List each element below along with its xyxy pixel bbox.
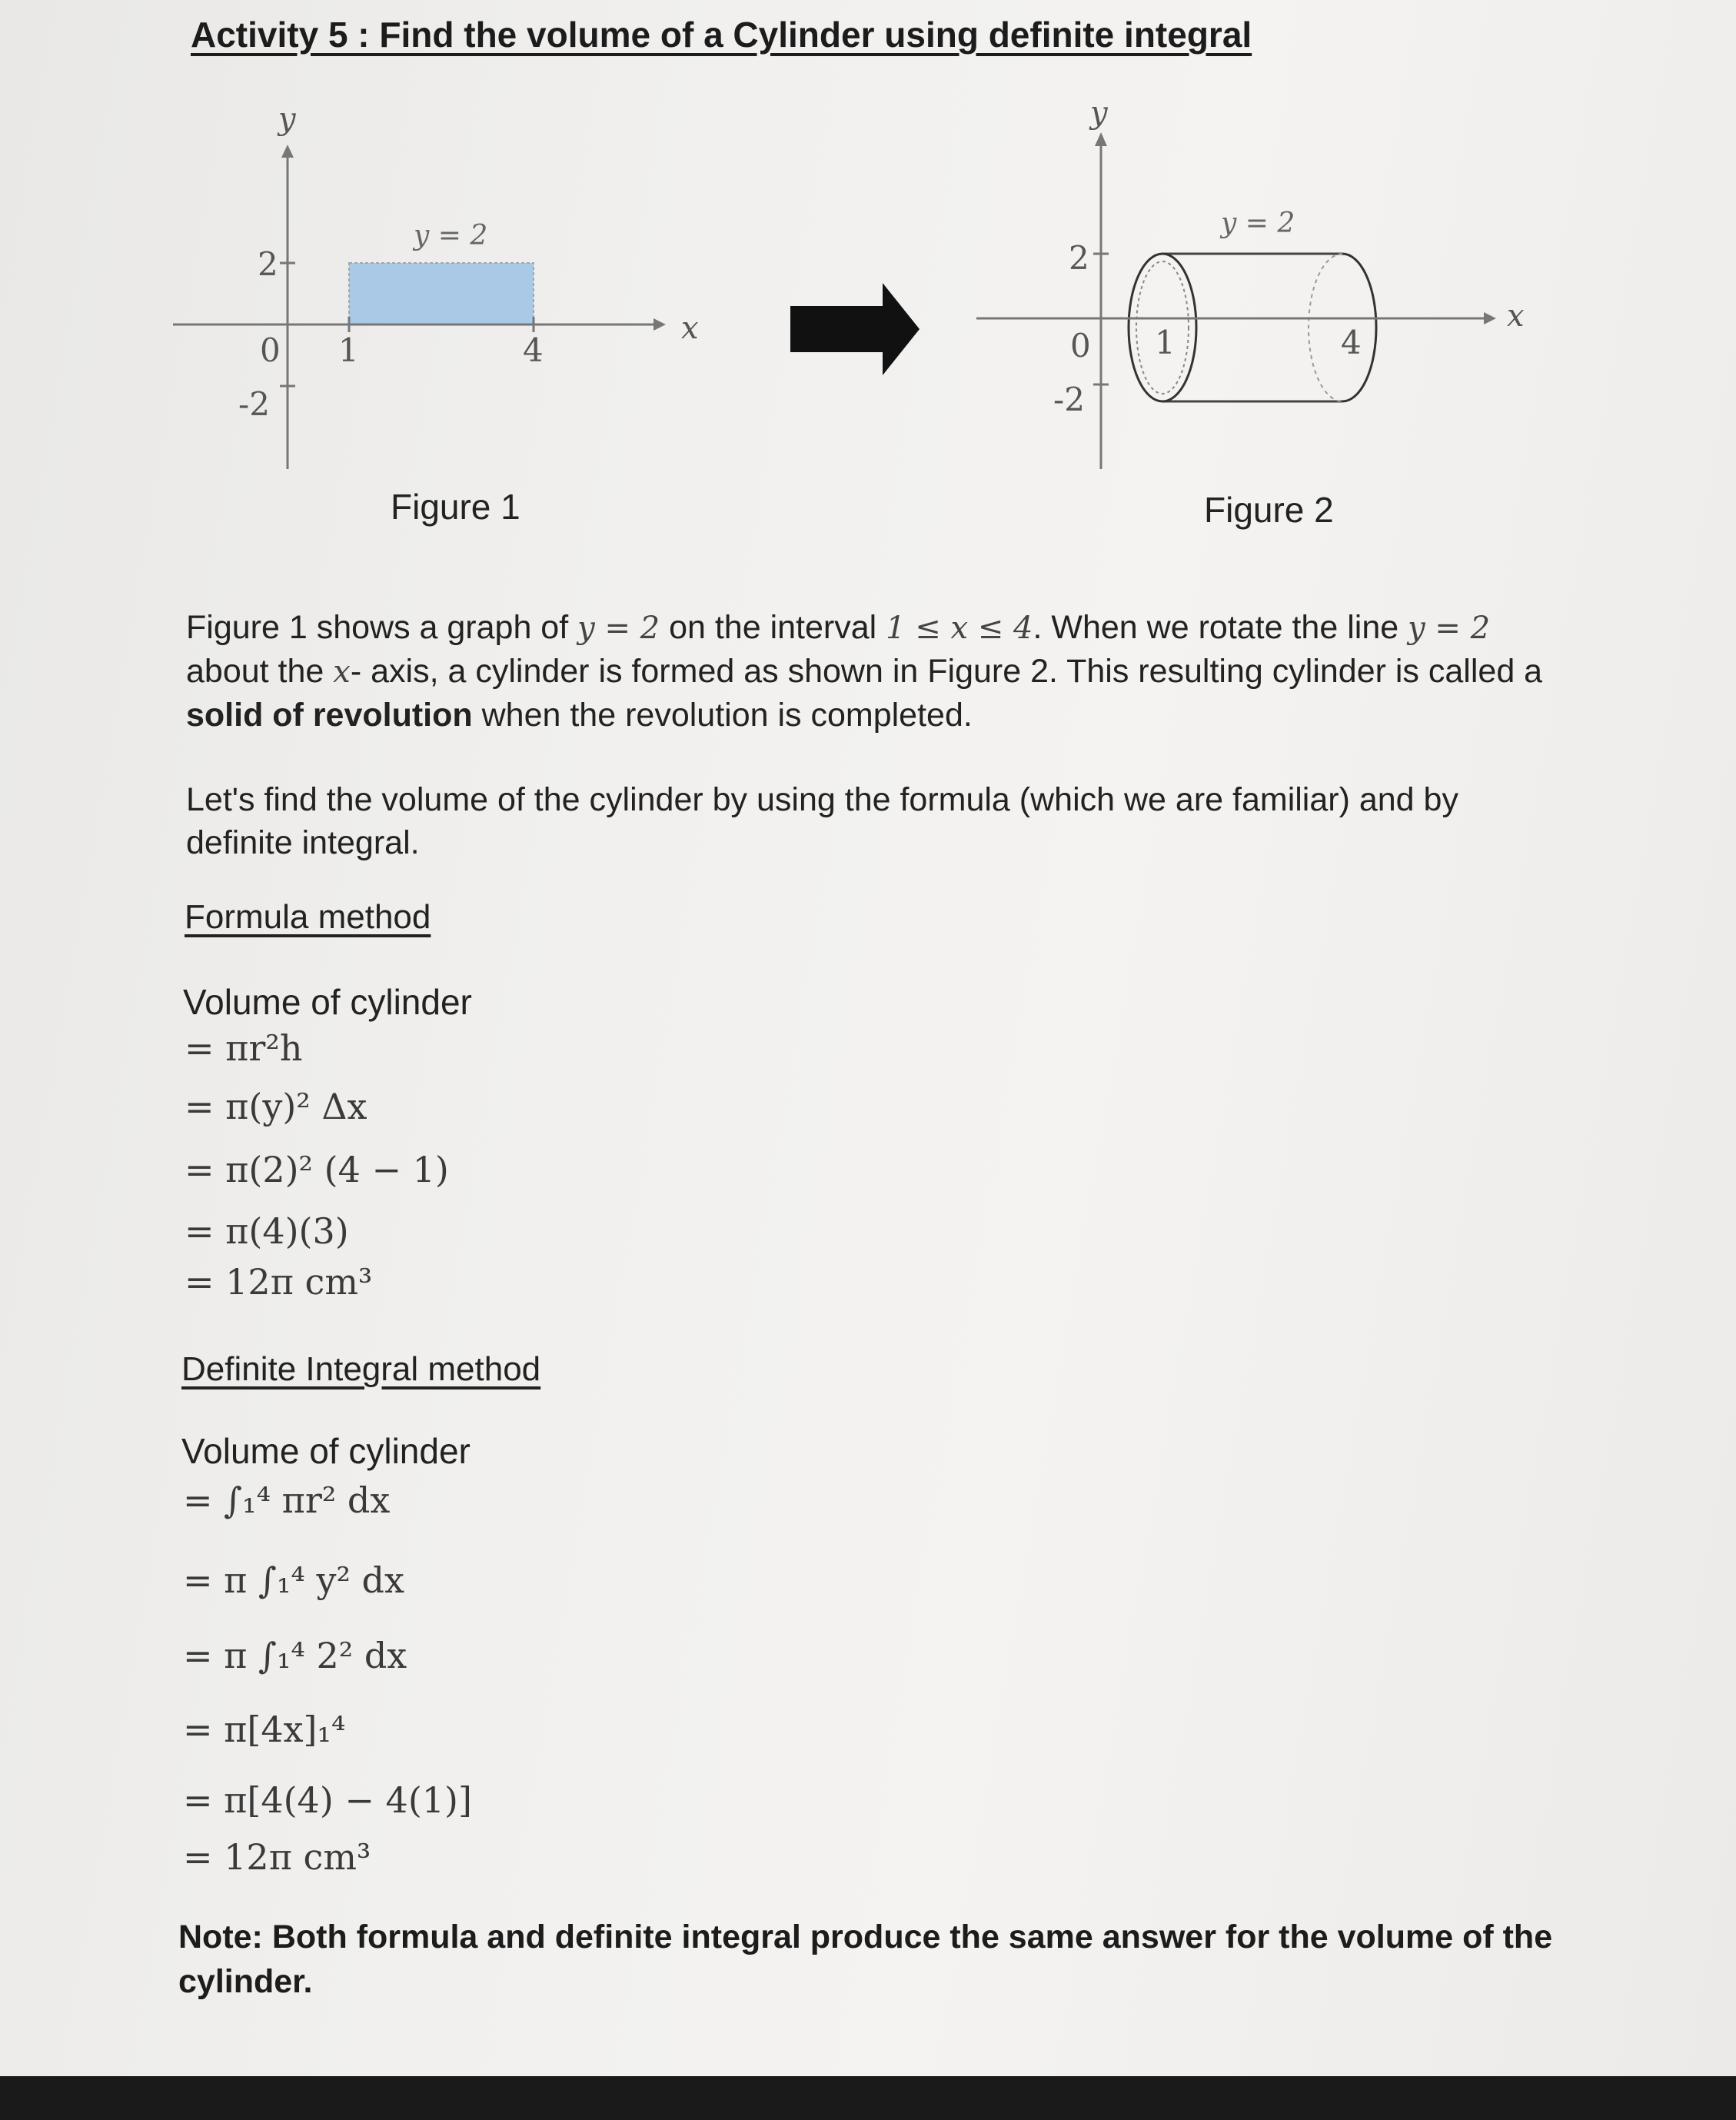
tick-label-0: 0	[1070, 327, 1091, 364]
tick-label-1: 1	[1155, 324, 1176, 361]
integral-step: = π ∫₁⁴ 2² dx	[183, 1635, 407, 1676]
x-axis-arrow	[653, 318, 666, 331]
formula-step: = 12π cm³	[185, 1261, 373, 1303]
intro-paragraph: Figure 1 shows a graph of y = 2 on the interval 1 ≤ x ≤ 4. When we rotate the line y = 2 about the x- axis, a cylinder is formed as shown in Figure 2. This resulting cylinder is called a solid of revolution when the revolution is completed.	[186, 609, 1543, 734]
formula-step: = π(4)(3)	[185, 1210, 349, 1252]
y-axis-label: y	[1090, 95, 1108, 131]
y-axis-arrow	[1095, 132, 1107, 146]
shaded-region	[349, 263, 534, 324]
note-text: Note: Both formula and definite integral produce the same answer for the volume of the cylinder.	[178, 1919, 1553, 2000]
tick-label-2: 2	[258, 245, 278, 283]
integral-step: = π[4x]₁⁴	[183, 1709, 346, 1750]
bold-term: solid of revolution	[186, 697, 473, 734]
integral-volume-label: Volume of cylinder	[181, 1431, 471, 1471]
formula-step: = π(y)² Δx	[185, 1086, 367, 1127]
line-label: y = 2	[1221, 208, 1295, 239]
screen-bezel	[0, 2076, 1736, 2120]
figure-1	[173, 102, 699, 469]
integral-step: = ∫₁⁴ πr² dx	[183, 1479, 391, 1521]
intro-paragraph-2: Let's find the volume of the cylinder by using the formula (which we are familiar) and by definite integral.	[186, 781, 1458, 861]
y-axis-label: y	[278, 102, 296, 137]
y-axis-arrow	[281, 145, 294, 158]
x-axis-arrow	[1484, 312, 1496, 324]
formula-volume-label: Volume of cylinder	[183, 982, 472, 1022]
interval: 1 ≤ x ≤ 4	[886, 611, 1033, 646]
tick-label-0: 0	[260, 331, 281, 369]
equation-y-equals-2: y = 2	[577, 611, 660, 646]
formula-method-heading: Formula method	[185, 898, 431, 936]
tick-label-neg2: -2	[238, 385, 270, 423]
figure-2-caption: Figure 2	[1204, 490, 1334, 530]
page-title: Activity 5 : Find the volume of a Cylinder using definite integral	[191, 15, 1252, 55]
figures-area	[0, 0, 1736, 554]
tick-label-4: 4	[1341, 324, 1362, 361]
line-label: y = 2	[414, 220, 488, 251]
right-arrow-icon	[790, 283, 920, 375]
tick-label-1: 1	[338, 331, 359, 369]
integral-step: = 12π cm³	[183, 1836, 371, 1878]
integral-method-heading: Definite Integral method	[181, 1350, 541, 1388]
x-axis-label: x	[1507, 298, 1525, 334]
tick-label-2: 2	[1069, 239, 1089, 277]
tick-label-neg2: -2	[1053, 381, 1085, 418]
integral-step: = π[4(4) − 4(1)]	[183, 1779, 472, 1821]
formula-step: = πr²h	[185, 1027, 303, 1069]
formula-step: = π(2)² (4 − 1)	[185, 1149, 449, 1190]
tick-label-4: 4	[523, 331, 544, 369]
integral-step: = π ∫₁⁴ y² dx	[183, 1559, 404, 1601]
x-axis-label: x	[681, 311, 699, 346]
figure-2	[976, 95, 1525, 469]
figure-1-caption: Figure 1	[391, 487, 520, 527]
